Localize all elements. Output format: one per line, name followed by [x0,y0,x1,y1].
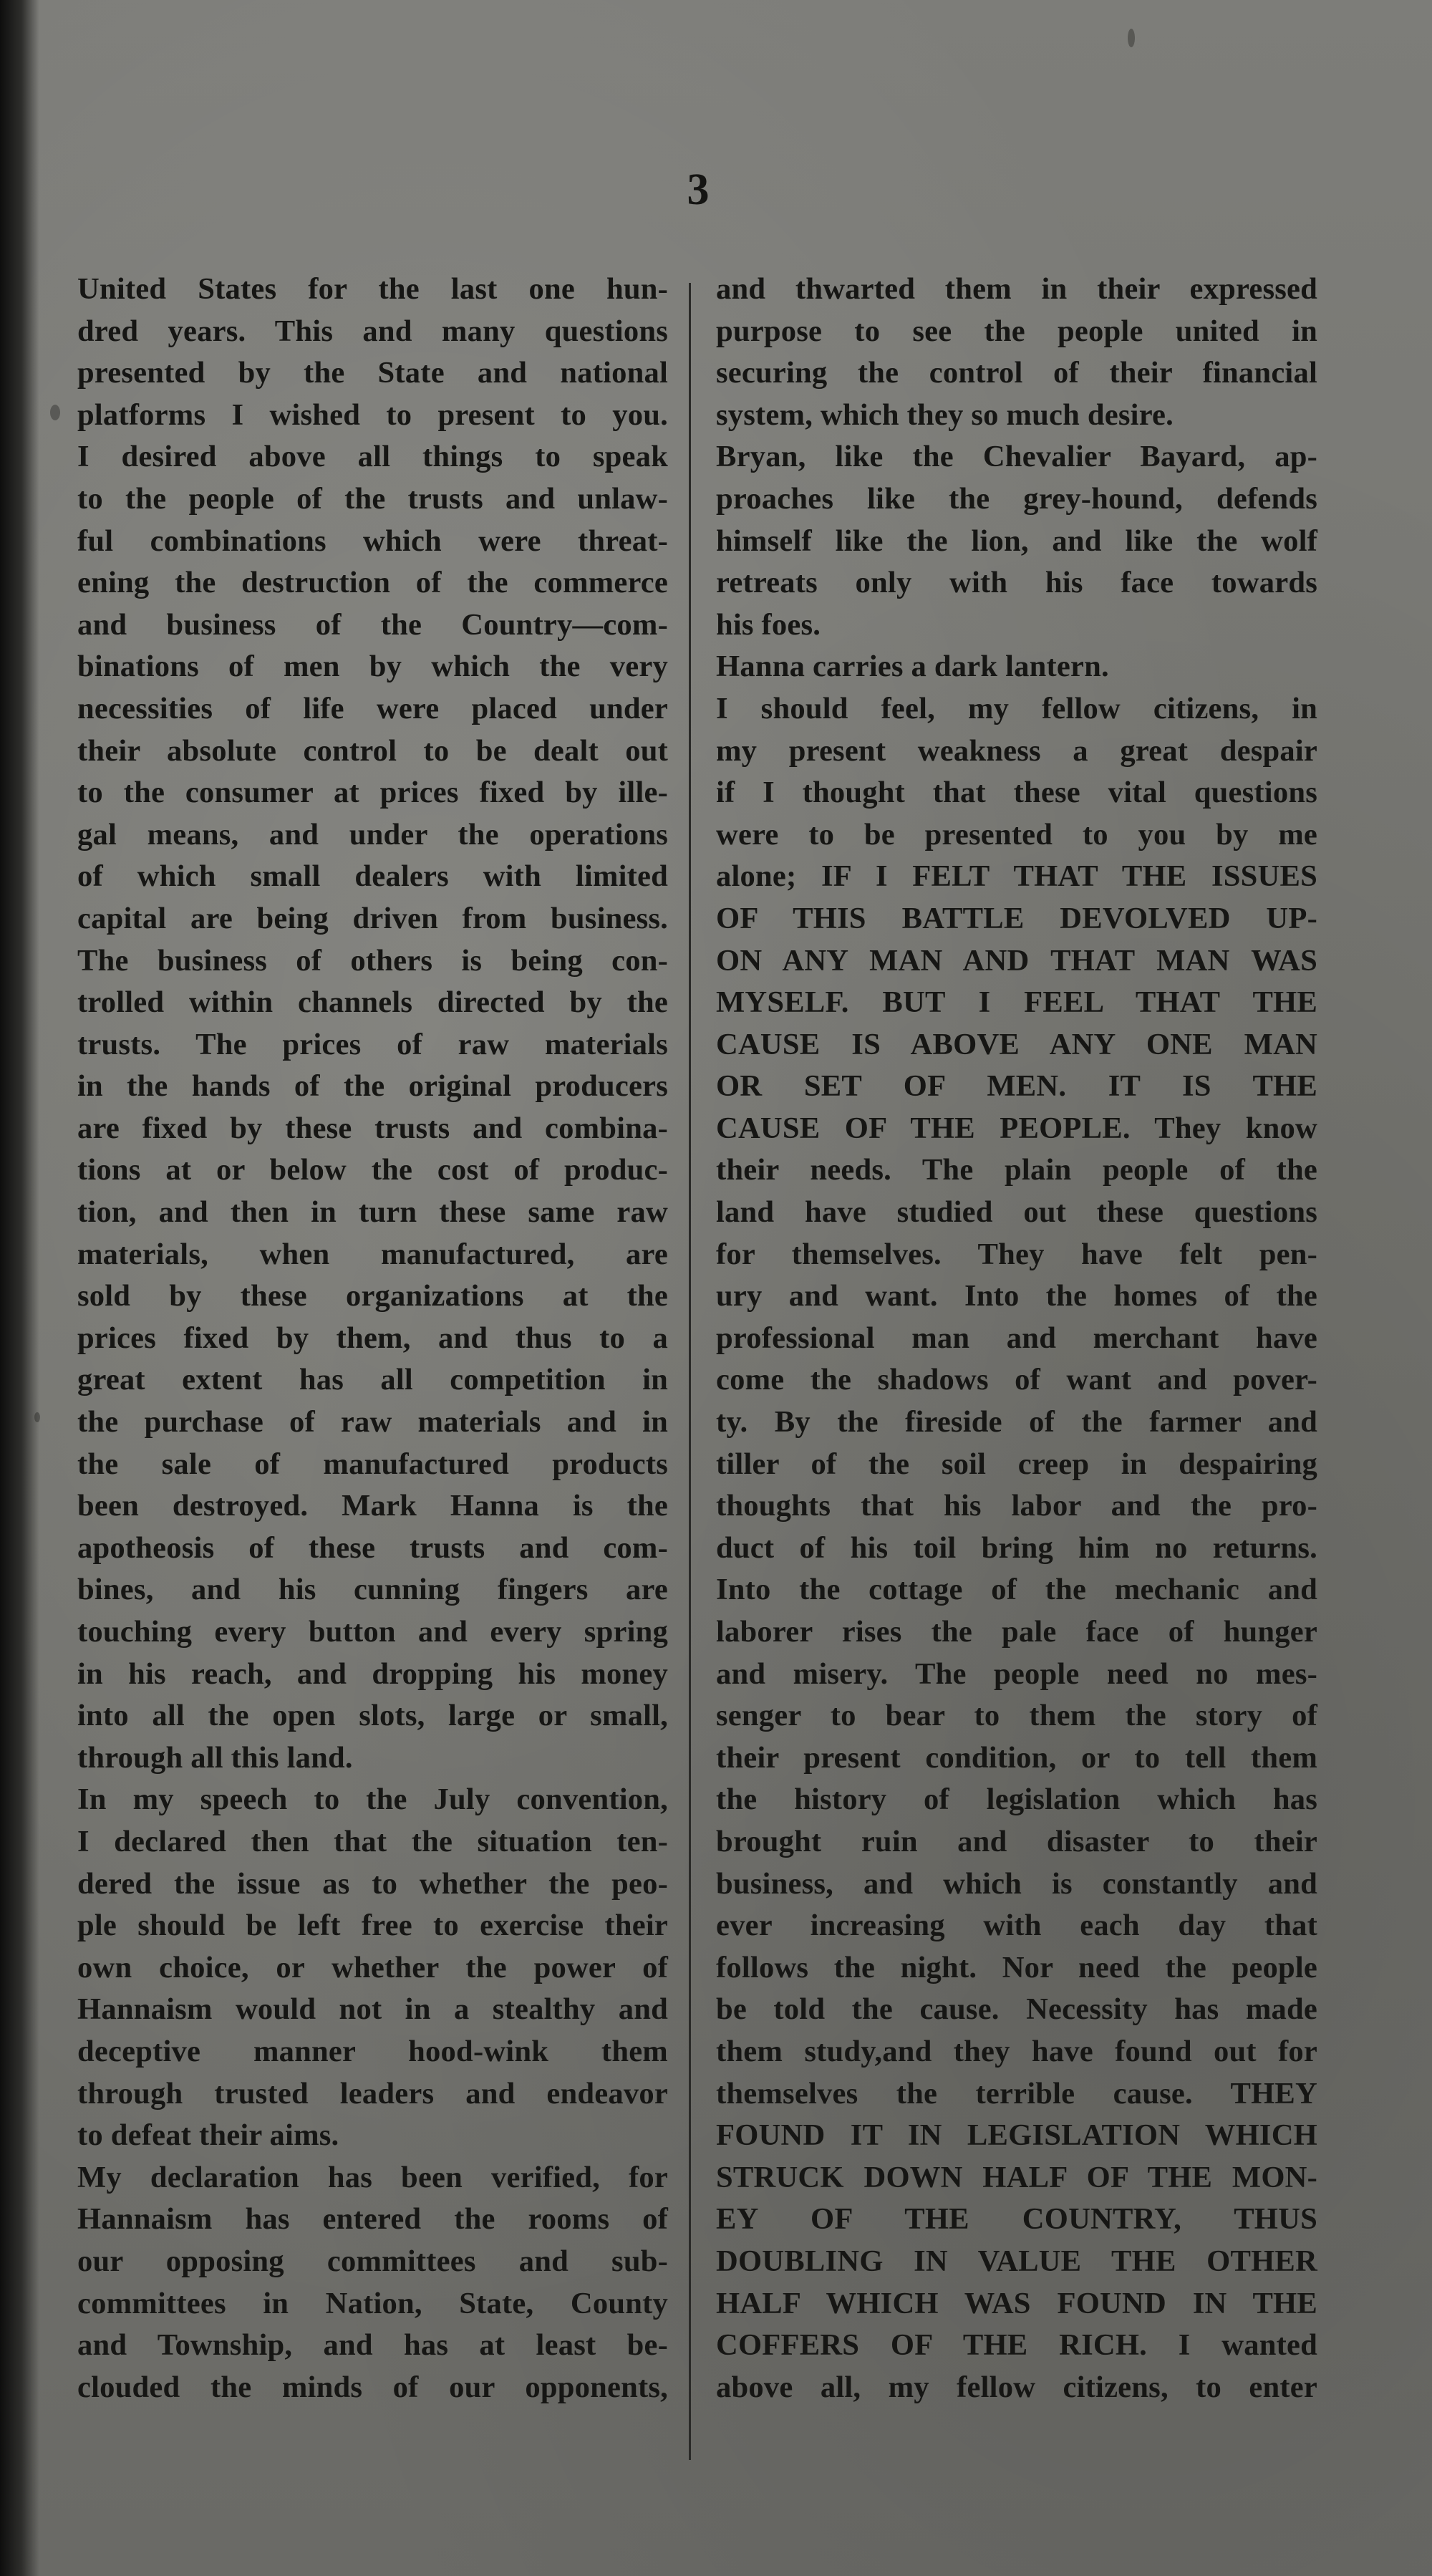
text-line: tiller of the soil creep in despairing [716,1447,1317,1481]
text-line: deceptive manner hood-wink them [77,2034,668,2068]
text-line: necessities of life were placed under [77,691,668,725]
text-line: them study,and they have found out for [716,2034,1317,2068]
text-line: platforms I wished to present to you. [77,397,668,432]
text-line: were to be presented to you by me [716,817,1317,852]
text-line: apotheosis of these trusts and com- [77,1530,668,1565]
text-line: the purchase of raw materials and in [77,1405,668,1439]
text-line: come the shadows of want and pover- [716,1363,1317,1397]
text-line: ON ANY MAN AND THAT MAN WAS [716,943,1317,978]
text-line: Into the cottage of the mechanic and [716,1573,1317,1607]
text-line: great extent has all competition in [77,1363,668,1397]
text-line: for themselves. They have felt pen- [716,1237,1317,1271]
text-line: bines, and his cunning fingers are [77,1573,668,1607]
text-line: their needs. The plain people of the [716,1153,1317,1187]
text-line: gal means, and under the operations [77,817,668,852]
text-line: dered the issue as to whether the peo- [77,1866,668,1901]
text-line: and misery. The people need no mes- [716,1656,1317,1691]
text-line: trolled within channels directed by the [77,985,668,1020]
text-line: system, which they so much desire. [716,397,1174,432]
text-line: clouded the minds of our opponents, [77,2370,668,2404]
text-line: My declaration has been verified, for [77,2160,668,2194]
text-line: binations of men by which the very [77,650,668,684]
text-line: ening the destruction of the commerce [77,566,668,600]
text-line: senger to bear to them the story of [716,1699,1317,1733]
text-line: presented by the State and national [77,356,668,390]
text-line: if I thought that these vital questions [716,776,1317,810]
text-line: himself like the lion, and like the wolf [716,524,1317,558]
text-line: ury and want. Into the homes of the [716,1279,1317,1313]
ink-smudge [50,405,60,420]
text-line: Hannaism would not in a stealthy and [77,1992,668,2027]
text-line: committees in Nation, State, County [77,2286,668,2320]
text-line: Hannaism has entered the rooms of [77,2202,668,2237]
text-line: tions at or below the cost of produc- [77,1153,668,1187]
text-line: DOUBLING IN VALUE THE OTHER [716,2244,1317,2278]
text-line: follows the night. Nor need the people [716,1950,1317,1984]
text-line: their absolute control to be dealt out [77,733,668,768]
text-line: retreats only with his face towards [716,566,1317,600]
text-line: to defeat their aims. [77,2118,339,2153]
text-line: OF THIS BATTLE DEVOLVED UP- [716,901,1317,935]
text-line: duct of his toil bring him no returns. [716,1530,1317,1565]
text-line: OR SET OF MEN. IT IS THE [716,1069,1317,1104]
text-line: his foes. [716,607,821,642]
text-line: sold by these organizations at the [77,1279,668,1313]
text-line: touching every button and every spring [77,1615,668,1649]
text-line: I should feel, my fellow citizens, in [716,691,1317,725]
text-line: purpose to see the people united in [716,314,1317,348]
text-line: The business of others is being con- [77,943,668,978]
text-line: business, and which is constantly and [716,1866,1317,1901]
text-line: to the people of the trusts and unlaw- [77,481,668,516]
text-line: COFFERS OF THE RICH. I wanted [716,2328,1317,2363]
text-line: in the hands of the original producers [77,1069,668,1104]
right-column [716,269,1317,2408]
text-line: to the consumer at prices fixed by ille- [77,776,668,810]
text-line: above all, my fellow citizens, to enter [716,2370,1317,2404]
text-line: prices fixed by them, and thus to a [77,1321,668,1355]
text-line: and thwarted them in their expressed [716,272,1317,306]
text-line: through all this land. [77,1740,353,1775]
text-line: our opposing committees and sub- [77,2244,668,2278]
text-line: I desired above all things to speak [77,440,668,474]
text-line: laborer rises the pale face of hunger [716,1615,1317,1649]
text-line: MYSELF. BUT I FEEL THAT THE [716,985,1317,1020]
text-line: own choice, or whether the power of [77,1950,668,1984]
text-line: Hanna carries a dark lantern. [716,650,1109,684]
text-line: CAUSE OF THE PEOPLE. They know [716,1111,1317,1145]
text-line: proaches like the grey-hound, defends [716,481,1317,516]
text-line: In my speech to the July convention, [77,1783,668,1817]
text-line: the history of legislation which has [716,1783,1317,1817]
text-line: into all the open slots, large or small, [77,1699,668,1733]
text-line: securing the control of their financial [716,356,1317,390]
text-line: I declared then that the situation ten- [77,1824,668,1858]
text-line: their present condition, or to tell them [716,1740,1317,1775]
text-line: are fixed by these trusts and combina- [77,1111,668,1145]
text-line: brought ruin and disaster to their [716,1824,1317,1858]
page-number: 3 [687,165,710,214]
column-divider [689,283,691,2460]
text-line: HALF WHICH WAS FOUND IN THE [716,2286,1317,2320]
text-line: themselves the terrible cause. THEY [716,2076,1317,2111]
left-column [77,269,668,2408]
text-line: my present weakness a great despair [716,733,1317,768]
text-line: thoughts that his labor and the pro- [716,1489,1317,1523]
text-line: EY OF THE COUNTRY, THUS [716,2202,1317,2237]
text-line: alone; IF I FELT THAT THE ISSUES [716,859,1317,894]
text-line: through trusted leaders and endeavor [77,2076,668,2111]
text-line: ever increasing with each day that [716,1909,1317,1943]
text-line: in his reach, and dropping his money [77,1656,668,1691]
text-line: Bryan, like the Chevalier Bayard, ap- [716,440,1317,474]
ink-smudge [1128,29,1135,47]
text-line: dred years. This and many questions [77,314,668,348]
text-line: United States for the last one hun- [77,272,668,306]
text-line: FOUND IT IN LEGISLATION WHICH [716,2118,1317,2153]
text-line: ple should be left free to exercise their [77,1909,668,1943]
text-line: ty. By the fireside of the farmer and [716,1405,1317,1439]
text-line: materials, when manufactured, are [77,1237,668,1271]
ink-smudge [34,1412,40,1422]
text-line: STRUCK DOWN HALF OF THE MON- [716,2160,1317,2194]
text-line: tion, and then in turn these same raw [77,1195,668,1230]
text-line: be told the cause. Necessity has made [716,1992,1317,2027]
text-line: been destroyed. Mark Hanna is the [77,1489,668,1523]
text-line: of which small dealers with limited [77,859,668,894]
text-line: ful combinations which were threat- [77,524,668,558]
scan-edge-shadow [0,0,39,2576]
text-line: trusts. The prices of raw materials [77,1027,668,1061]
text-line: land have studied out these questions [716,1195,1317,1230]
text-line: professional man and merchant have [716,1321,1317,1355]
text-line: and Township, and has at least be- [77,2328,668,2363]
text-line: CAUSE IS ABOVE ANY ONE MAN [716,1027,1317,1061]
text-line: capital are being driven from business. [77,901,668,935]
text-line: and business of the Country—com- [77,607,668,642]
text-line: the sale of manufactured products [77,1447,668,1481]
